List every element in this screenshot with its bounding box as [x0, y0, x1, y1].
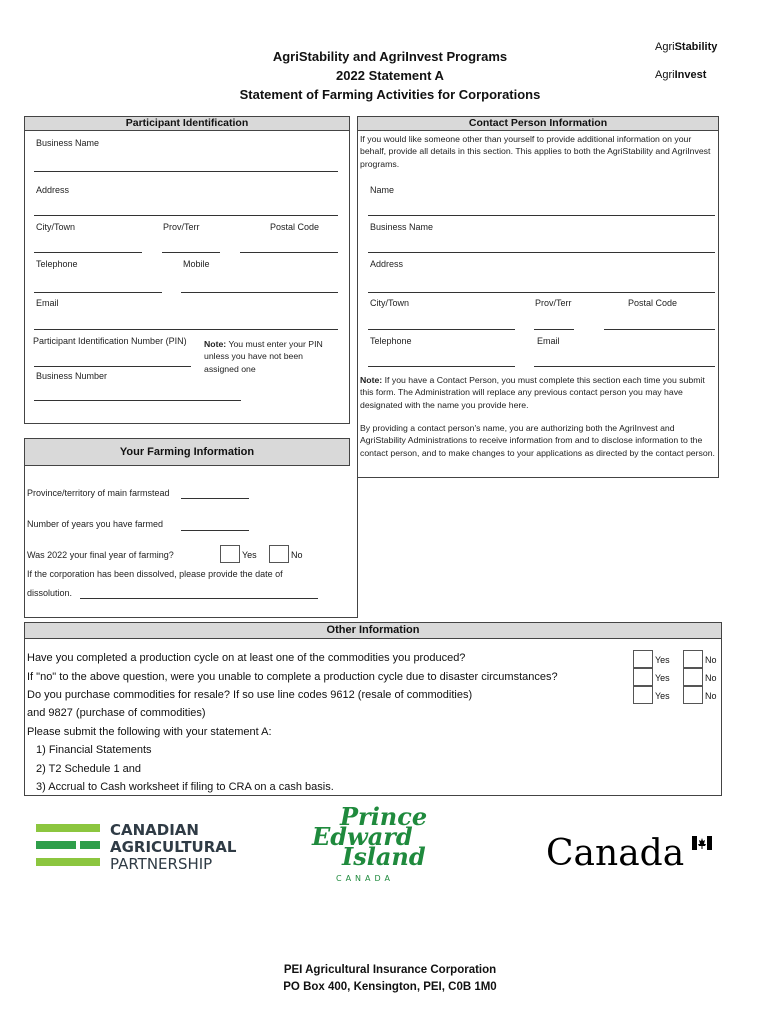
postal-label: Postal Code: [270, 222, 320, 232]
contact-name-field[interactable]: [368, 215, 715, 216]
submit-item-3: 3) Accrual to Cash worksheet if filing to CRA on a cash basis.: [36, 781, 334, 793]
prov-label: Prov/Terr: [163, 222, 200, 232]
question-3-cont: and 9827 (purchase of commodities): [27, 707, 206, 719]
title-line-1: AgriStability and AgriInvest Programs: [272, 49, 508, 64]
contact-prov-field[interactable]: [534, 329, 574, 330]
participant-heading: Participant Identification: [24, 116, 350, 131]
submit-item-1: 1) Financial Statements: [36, 744, 152, 756]
prov-field[interactable]: [162, 252, 220, 253]
city-label: City/Town: [36, 222, 76, 232]
contact-business-field[interactable]: [368, 252, 715, 253]
cap-logo-bar-2: [36, 841, 76, 849]
final-year-no-checkbox[interactable]: [269, 545, 289, 563]
question-2: If "no" to the above question, were you unable to complete a production cycle due to disaster circumstances?: [27, 671, 558, 683]
pei-logo-line-3: Island: [342, 842, 426, 871]
contact-telephone-field[interactable]: [368, 366, 515, 367]
contact-business-label: Business Name: [370, 222, 434, 232]
q3-no-label: No: [705, 691, 717, 701]
footer-line-1: PEI Agricultural Insurance Corporation: [283, 964, 497, 976]
cap-logo-line-3: PARTNERSHIP: [110, 855, 213, 873]
pei-logo-line-1: Prince: [340, 802, 428, 831]
final-year-yes-checkbox[interactable]: [220, 545, 240, 563]
years-label: Number of years you have farmed: [27, 519, 164, 529]
cap-logo-bar-1: [36, 824, 100, 832]
q3-yes-checkbox[interactable]: [633, 686, 653, 704]
business-number-label: Business Number: [36, 371, 108, 381]
pin-note: Note: You must enter your PIN unless you have not been assigned one: [204, 339, 323, 374]
province-field[interactable]: [181, 498, 249, 499]
mobile-label: Mobile: [183, 259, 210, 269]
form-title: [190, 47, 590, 104]
final-year-no-label: No: [291, 550, 303, 560]
province-label: Province/territory of main farmstead: [27, 488, 170, 498]
dissolved-label-1: If the corporation has been dissolved, please provide the date of: [27, 569, 283, 579]
pei-logo: [302, 802, 432, 890]
city-field[interactable]: [34, 252, 142, 253]
other-heading: Other Information: [24, 622, 722, 639]
contact-email-label: Email: [537, 336, 560, 346]
final-year-label: Was 2022 your final year of farming?: [27, 550, 174, 560]
q1-no-checkbox[interactable]: [683, 650, 703, 668]
q2-no-label: No: [705, 673, 717, 683]
pei-logo-line-2: Edward: [312, 822, 413, 851]
contact-address-label: Address: [370, 259, 404, 269]
telephone-label: Telephone: [36, 259, 78, 269]
title-line-2: 2022 Statement A: [336, 68, 444, 83]
farming-heading: Your Farming Information: [24, 438, 350, 466]
q3-yes-label: Yes: [655, 691, 670, 701]
address-label: Address: [36, 185, 70, 195]
question-3: Do you purchase commodities for resale? If so use line codes 9612 (resale of commodities): [27, 689, 473, 701]
q3-no-checkbox[interactable]: [683, 686, 703, 704]
years-field[interactable]: [181, 530, 249, 531]
contact-city-field[interactable]: [368, 329, 515, 330]
business-name-field[interactable]: [34, 171, 338, 172]
cap-logo-bar-4: [36, 858, 100, 866]
telephone-field[interactable]: [34, 292, 162, 293]
footer: [190, 962, 590, 996]
contact-intro: If you would like someone other than yourself to provide additional information on your behalf, provide all details in this section. This applies to both the AgriStability and AgriInvest programs.: [360, 134, 711, 169]
business-name-label: Business Name: [36, 138, 100, 148]
pin-field[interactable]: [34, 366, 191, 367]
canada-flag-icon: [692, 836, 712, 850]
dissolution-date-field[interactable]: [80, 598, 318, 599]
pei-logo-line-4: CANADA: [336, 874, 395, 883]
q1-no-label: No: [705, 655, 717, 665]
contact-postal-field[interactable]: [604, 329, 715, 330]
address-field[interactable]: [34, 215, 338, 216]
final-year-yes-label: Yes: [242, 550, 257, 560]
cap-logo-bar-3: [80, 841, 100, 849]
business-number-field[interactable]: [34, 400, 241, 401]
email-field[interactable]: [34, 329, 338, 330]
canada-wordmark-text: Canada: [546, 833, 685, 874]
contact-telephone-label: Telephone: [370, 336, 412, 346]
submit-instructions: Please submit the following with your statement A:: [27, 726, 272, 738]
contact-postal-label: Postal Code: [628, 298, 678, 308]
q1-yes-checkbox[interactable]: [633, 650, 653, 668]
dissolved-label-2: dissolution.: [27, 588, 73, 598]
q2-yes-label: Yes: [655, 673, 670, 683]
title-line-3: Statement of Farming Activities for Corporations: [239, 87, 541, 102]
cap-logo-line-1: CANADIAN: [110, 821, 199, 839]
email-label: Email: [36, 298, 59, 308]
q2-no-checkbox[interactable]: [683, 668, 703, 686]
q1-yes-label: Yes: [655, 655, 670, 665]
cap-logo: [34, 821, 237, 878]
contact-email-field[interactable]: [534, 366, 715, 367]
cap-logo-line-2: AGRICULTURAL: [110, 838, 237, 856]
contact-heading: Contact Person Information: [357, 116, 719, 131]
contact-address-field[interactable]: [368, 292, 715, 293]
postal-field[interactable]: [240, 252, 338, 253]
contact-note: Note: If you have a Contact Person, you must complete this section each time you submit this form. The Administration will replace any previous contact person you may have designated with the name you provide here.: [360, 375, 705, 410]
agriinvest-brand: AgriInvest: [655, 69, 707, 81]
pin-label: Participant Identification Number (PIN): [33, 336, 187, 346]
canada-wordmark: [546, 834, 684, 878]
contact-city-label: City/Town: [370, 298, 410, 308]
contact-consent: By providing a contact person's name, you are authorizing both the AgriInvest and AgriStability Administrations to receive information from and to disclose information to the contact person, and to make changes to your applications as directed by the contact person.: [360, 423, 715, 458]
contact-name-label: Name: [370, 185, 395, 195]
contact-prov-label: Prov/Terr: [535, 298, 572, 308]
footer-line-2: PO Box 400, Kensington, PEI, C0B 1M0: [283, 981, 497, 993]
q2-yes-checkbox[interactable]: [633, 668, 653, 686]
mobile-field[interactable]: [181, 292, 338, 293]
question-1: Have you completed a production cycle on at least one of the commodities you produced?: [27, 652, 466, 664]
agristability-brand: AgriStability: [655, 41, 718, 53]
submit-item-2: 2) T2 Schedule 1 and: [36, 763, 141, 775]
